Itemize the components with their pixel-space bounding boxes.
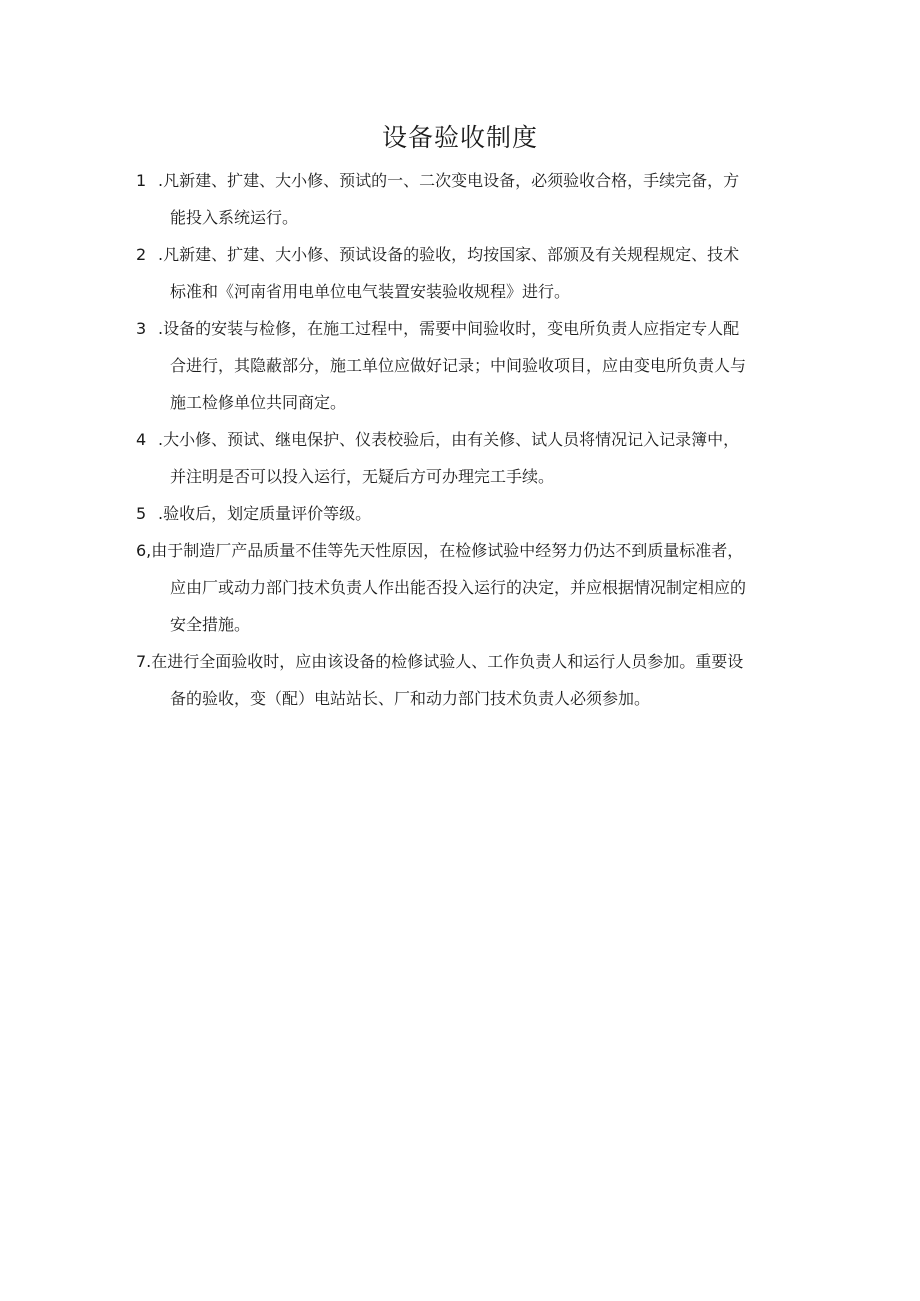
regulation-list (136, 162, 796, 717)
item-number: 1 (136, 171, 147, 190)
list-item (136, 236, 796, 310)
item-line: 并注明是否可以投入运行，无疑后方可办理完工手续。 (170, 467, 555, 486)
item-line-text: 在进行全面验收时，应由该设备的检修试验人、工作负责人和运行人员参加。重要设 (151, 652, 744, 671)
item-number: 5 (136, 504, 147, 523)
item-text (136, 162, 796, 236)
item-line: .验收后，划定质量评价等级。 (158, 504, 372, 523)
item-line: .设备的安装与检修，在施工过程中，需要中间验收时，变电所负责人应指定专人配 (158, 319, 740, 338)
item-line: 合进行，其隐蔽部分，施工单位应做好记录；中间验收项目，应由变电所负责人与 (170, 356, 747, 375)
item-number: 4 (136, 430, 147, 449)
item-line-text: 由于制造厂产品质量不佳等先天性原因，在检修试验中经努力仍达不到质量标准者， (151, 541, 744, 560)
item-line: 标准和《河南省用电单位电气装置安装验收规程》进行。 (170, 282, 571, 301)
item-number: 3 (136, 319, 147, 338)
item-line: 安全措施。 (170, 615, 251, 634)
list-item (136, 643, 796, 717)
item-line (136, 532, 796, 569)
item-text (136, 421, 796, 495)
item-line: 备的验收，变（配）电站站长、厂和动力部门技术负责人必须参加。 (170, 689, 651, 708)
item-number: 2 (136, 245, 147, 264)
item-line: .大小修、预试、继电保护、仪表校验后，由有关修、试人员将情况记入记录簿中， (158, 430, 740, 449)
list-item (136, 495, 796, 532)
item-text (136, 310, 796, 421)
item-line: .凡新建、扩建、大小修、预试设备的验收，均按国家、部颁及有关规程规定、技术 (158, 245, 740, 264)
item-line: 能投入系统运行。 (170, 208, 299, 227)
list-item (136, 310, 796, 421)
item-line: .凡新建、扩建、大小修、预试的一、二次变电设备，必须验收合格，手续完备，方 (158, 171, 740, 190)
item-line: 施工检修单位共同商定。 (170, 393, 347, 412)
item-line: 应由厂或动力部门技术负责人作出能否投入运行的决定，并应根据情况制定相应的 (170, 578, 747, 597)
item-number: 7. (136, 652, 152, 671)
list-item (136, 532, 796, 643)
list-item (136, 421, 796, 495)
item-line (136, 643, 796, 680)
item-text (136, 532, 796, 643)
item-text (136, 643, 796, 717)
item-text (136, 236, 796, 310)
item-number: 6, (136, 541, 152, 560)
item-text (136, 495, 796, 532)
list-item (136, 162, 796, 236)
document-title: 设备验收制度 (381, 123, 538, 152)
